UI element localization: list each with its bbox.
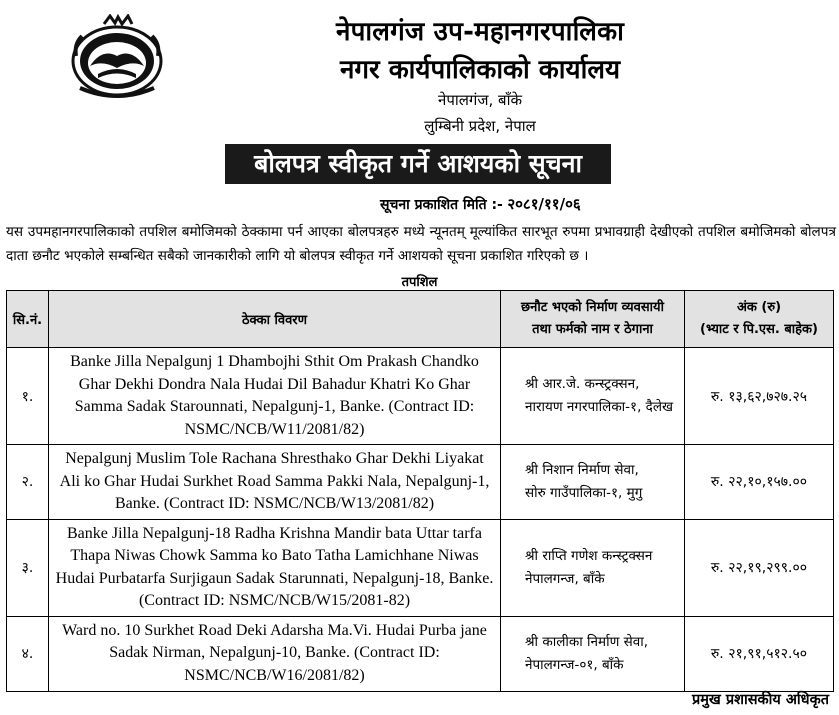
office-province: लुम्बिनी प्रदेश, नेपाल <box>424 117 536 135</box>
firm-address: सोरु गाउँपालिका-१, मुगु <box>525 484 643 501</box>
table-row <box>7 445 834 520</box>
row-description: Banke Jilla Nepalgunj 1 Dhambojhi Sthit Om Prakash Chandko Ghar Dekhi Dondra Nala Hudai Dil Bahadur Khatri Ko Ghar Samma Sadak Starounnati, Nepalgunj-1, Banke. (Contract ID: NSMC/NCB/W11/2081/82) <box>49 348 501 445</box>
office-department: नगर कार्यपालिकाको कार्यालय <box>339 55 621 85</box>
publish-date-label: सूचना प्रकाशित मिति :- <box>380 197 503 213</box>
row-amount: रु. २२,१०,१५७.०० <box>685 445 834 520</box>
table-row <box>7 519 834 616</box>
table-caption: तपशिल <box>401 275 438 290</box>
row-sn: २. <box>7 445 49 520</box>
contract-table <box>6 290 834 692</box>
office-city: नेपालगंज, बाँके <box>438 91 522 109</box>
header-firm <box>501 291 685 348</box>
firm-address: नेपालगन्ज, बाँके <box>525 570 605 587</box>
header-description: ठेक्का विवरण <box>49 291 501 348</box>
header-amount-line1: अंक (रु) <box>736 300 782 315</box>
notice-title: बोलपत्र स्वीकृत गर्ने आशयको सूचना <box>225 144 611 184</box>
table-header-row <box>7 291 834 348</box>
signature-title: प्रमुख प्रशासकीय अधिकृत <box>692 692 829 708</box>
table-row <box>7 348 834 445</box>
table-row <box>7 616 834 691</box>
firm-name: श्री आर.जे. कन्स्ट्रक्सन, <box>525 376 640 392</box>
row-sn: १. <box>7 348 49 445</box>
firm-address: नारायण नगरपालिका-१, दैलेख <box>525 399 674 415</box>
row-amount: रु. २१,९१,५१२.५० <box>685 616 834 691</box>
firm-name: श्री निशान निर्माण सेवा, <box>525 461 639 478</box>
header-sn: सि.नं. <box>7 291 49 348</box>
publish-date <box>380 194 581 214</box>
firm-address: नेपालगन्ज-०१, बाँके <box>525 656 624 673</box>
row-firm <box>501 348 685 445</box>
row-description: Ward no. 10 Surkhet Road Deki Adarsha Ma.Vi. Hudai Purba jane Sadak Nirman, Nepalgunj-10, Banke. (Contract ID: NSMC/NCB/W16/2081/82) <box>49 616 501 691</box>
header-amount-line2: (भ्याट र पि.एस. बाहेक) <box>700 322 818 337</box>
row-firm <box>501 616 685 691</box>
row-sn: ४. <box>7 616 49 691</box>
row-firm <box>501 519 685 616</box>
publish-date-value: २०८१/११/०६ <box>507 195 581 213</box>
row-description: Banke Jilla Nepalgunj-18 Radha Krishna Mandir bata Uttar tarfa Thapa Niwas Chowk Samma ko Bato Tatha Lamichhane Niwas Hudai Purbatarfa Surjigaun Sadak Starunnati, Nepalgunj-18, Banke. (Contract ID: NSMC/NCB/W15/2081-82) <box>49 519 501 616</box>
header-amount <box>685 291 834 348</box>
notice-body: यस उपमहानगरपालिकाको तपशिल बमोजिमको ठेक्कामा पर्न आएका बोलपत्रहरु मध्ये न्यूनतम् मूल्यांकित सारभूत रुपमा प्रभावग्राही देखीएको तपशिल बमोजिमको बोलपत्र दाता छनौट भएकोले सम्बन्धित सबैको जानकारीको लागि यो बोलपत्र स्वीकृत गर्ने आशयको सूचना प्रकाशित गरिएको छ । <box>6 224 836 264</box>
row-amount: रु. १३,६२,७२७.२५ <box>685 348 834 445</box>
header-firm-line2: तथा फर्मको नाम र ठेगाना <box>532 322 653 337</box>
firm-name: श्री कालीका निर्माण सेवा, <box>525 633 649 650</box>
row-sn: ३. <box>7 519 49 616</box>
row-amount: रु. २२,१९,२९९.०० <box>685 519 834 616</box>
nepal-government-emblem-icon <box>62 14 172 100</box>
row-firm <box>501 445 685 520</box>
firm-name: श्री राप्ति गणेश कन्स्ट्रक्सन <box>525 547 653 564</box>
office-name: नेपालगंज उप-महानगरपालिका <box>335 17 625 47</box>
row-description: Nepalgunj Muslim Tole Rachana Shresthako Ghar Dekhi Liyakat Ali ko Ghar Hudai Surkhet Road Samma Pakki Nala, Nepalgunj-1, Banke. (Contract ID: NSMC/NCB/W13/2081/82) <box>49 445 501 520</box>
header-firm-line1: छनौट भएको निर्माण व्यवसायी <box>521 300 664 315</box>
